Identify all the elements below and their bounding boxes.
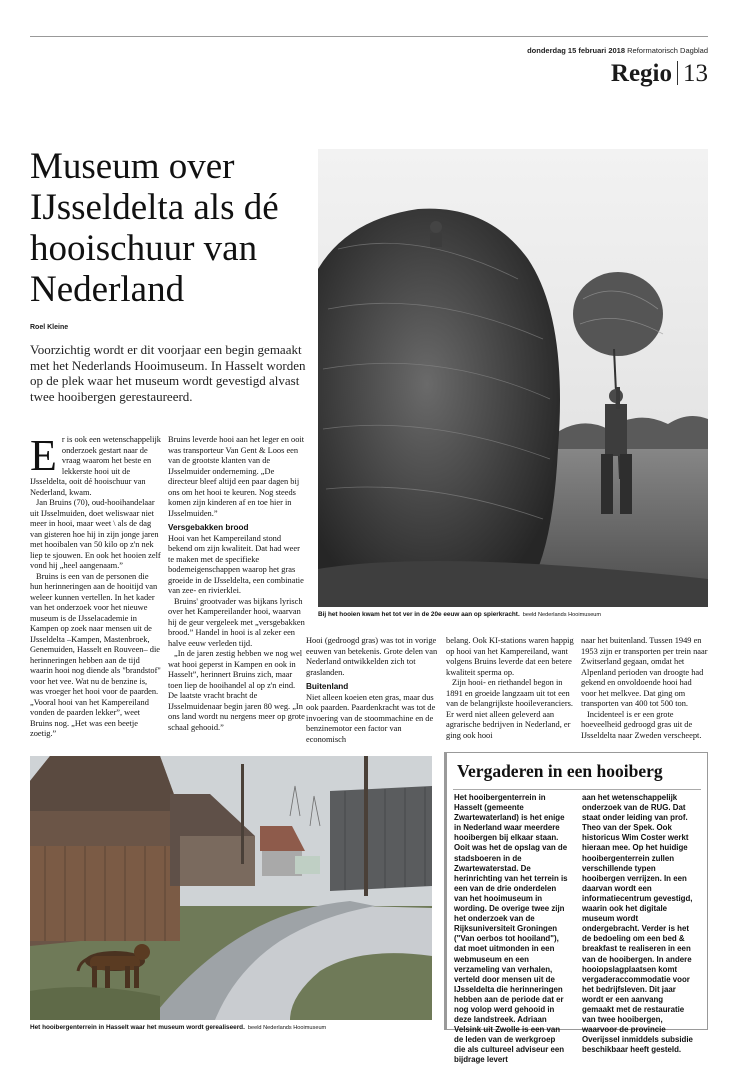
sidebar-paragraph: aan het wetenschappelijk onderzoek van de RUG. Dat staat onder leiding van prof. Theo van der Spek. Ook historicus Wim Coster werkt hieraan mee. Op het huidige hooibergenterrein zullen verschillende typen hooibergen verrijzen. In een daarvan wordt een informatiecentrum gevestigd, waarin ook het digitale museum wordt ondergebracht. Verder is het de bedoeling om een bed & breakfast te realiseren in een van de hooibergen. In andere hooiopslagplaatsen komt vergaderaccommodatie voor het bedrijfsleven. Dit jaar wordt er een aanvang gemaakt met de restauratie van twee hooibergen, waarvoor de provincie Overijssel inmiddels subsidie beschikbaar heeft gesteld.	[582, 793, 693, 1055]
farm-terrain-photo	[30, 756, 432, 1020]
subhead-buitenland: Buitenland	[306, 682, 349, 691]
top-photo-caption	[318, 611, 601, 618]
issue-date: donderdag 15 februari 2018	[527, 46, 626, 55]
body-column-2	[168, 435, 305, 745]
dateline	[527, 46, 708, 55]
body-paragraph: Incidenteel is er een grote hoeveelheid gedroogd gras uit de IJsseldelta naar Zweden verscheept.	[581, 709, 702, 740]
body-column-3	[306, 636, 440, 746]
haymaking-photo	[318, 149, 708, 607]
top-photo-credit: beeld Nederlands Hooimuseum	[522, 612, 602, 618]
body-paragraph: Niet alleen koeien eten gras, maar dus ook paarden. Paardenkracht was tot de invoering van de stoommachine en de benzinemotor een factor van economisch	[306, 692, 436, 744]
sidebar-paragraph: Het hooibergenterrein in Hasselt (gemeente Zwartewaterland) is het enige in Nederland waar meerdere hooibergen bij elkaar staan. Ooit was het de opslag van de stadsboeren in de Zwartewaterstad. De herinrichting van het terrein is een van de drie onderdelen van het hooimuseum in wording. De overige twee zijn het onderzoek van de Rijksuniversiteit Groningen ("Van oerbos tot hooiland"), dat moet uitmonden in een webmuseum en een verzameling van verhalen, verteld door mensen uit de IJsseldelta die herinneringen hebben aan de periode dat er nog volop werd gehooid in deze landstreek. Adriaan Velsink uit Zwolle is een van de leden van de werkgroep die als cultureel adviseur een bijdrage levert	[454, 793, 568, 1065]
body-paragraph: Hooi van het Kampereiland stond bekend om zijn kwaliteit. Dat had weer te maken met de specifieke bodemeigenschappen waarop het gras groeide in de IJsseldelta, een combinatie van zee- en rivierklei.	[168, 533, 304, 595]
dropcap: E	[30, 431, 57, 480]
sidebar-title: Vergaderen in een hooiberg	[457, 761, 663, 781]
sidebar-column-1	[454, 793, 568, 1065]
publication-name: Reformatorisch Dagblad	[627, 46, 708, 55]
article-intro: Voorzichtig wordt er dit voorjaar een begin gemaakt met het Nederlands Hooimuseum. In Hasselt worden op de plek waar het museum wordt gevestigd alvast twee hooibergen gerestaureerd.	[30, 342, 306, 404]
body-paragraph: naar het buitenland. Tussen 1949 en 1953 zijn er transporten per trein naar Zwitserland gegaan, omdat het Alpenland perioden van droogte had gekend en onvoldoende hooi had voor het melkvee. Dat ging om transporten van 400 tot 500 ton.	[581, 636, 708, 708]
section-header	[611, 60, 708, 88]
body-paragraph: Bruins leverde hooi aan het leger en ooit was transporteur Van Gent & Loos een van de grootste klanten van de IJsselmuider onderneming. „De directeur bleef altijd een paar dagen bij ons om het hooi te keuren. Nog steeds komen zijn kinderen af en toe hier in IJsselmuiden.”	[168, 435, 305, 518]
haymaking-photo-image	[318, 149, 708, 607]
section-divider	[677, 61, 678, 85]
body-paragraph: Bruins is een van de personen die hun herinneringen aan de hooitijd van weleer kunnen vertellen. In het kader van het onderzoek voor het nieuwe museum is de IJsselacademie in Kampen op zoek naar mensen uit de IJsseldelta –Kampen, Mastenbroek, Genemuiden, Hasselt en Rouveen– die herinneringen hebben aan de tijd waarin hooi nog diende als "brandstof" voor het vee. Wat nu de benzine is, was vroeger het hooi voor de paarden. „Vooral hooi van het Kampereiland vonden de paarden lekker”, weet Bruins nog. „Het was een beetje zoetig.”	[30, 571, 161, 738]
sidebar-box	[444, 752, 708, 1065]
top-rule	[30, 36, 708, 37]
body-paragraph: Bruins' grootvader was bijkans lyrisch over het Kampereilander hooi, waarvan hij de geur vergeleek met „versgebakken brood.” Handel in hooi is al zeker een halve eeuw verleden tijd.	[168, 596, 305, 648]
top-caption-text: Bij het hooien kwam het tot ver in de 20e eeuw aan op spierkracht.	[318, 611, 520, 618]
sidebar-column-2	[582, 793, 696, 1055]
section-name: Regio	[610, 60, 672, 87]
bottom-photo-credit: beeld Nederlands Hooimuseum	[247, 1025, 327, 1031]
farm-terrain-photo-image	[30, 756, 432, 1020]
body-column-5	[581, 636, 708, 746]
body-paragraph: r is ook een wetenschappelijk onderzoek gestart naar de vraag waarom het beste en lekkerste hooi uit de IJsseldelta, ooit dé hooischuur van Nederland, kwam.	[30, 435, 161, 497]
subhead-versgebakken: Versgebakken brood	[168, 523, 249, 532]
body-paragraph: Jan Bruins (70), oud-hooihandelaar uit IJsselmuiden, doet weliswaar niet meer in hooi, maar weet \ als de dag van gisteren hoe hij in zijn jonge jaren met hooibalen van 50 kilo op z'n nek liep te sjouwen. En ook het hooien zelf vond hij „heel aangenaam.”	[30, 498, 161, 570]
body-column-1	[30, 431, 161, 745]
article-headline: Museum over IJsseldelta als dé hooischuur van Nederland	[30, 146, 279, 310]
byline: Roel Kleine	[30, 324, 69, 331]
body-column-4	[446, 636, 574, 746]
sidebar-rule	[453, 789, 701, 790]
bottom-caption-text: Het hooibergenterrein in Hasselt waar het museum wordt gerealiseerd.	[30, 1024, 245, 1031]
body-paragraph: belang. Ook KI-stations waren happig op hooi van het Kampereiland, want volgens Bruins leverde dat een betere kwaliteit sperma op.	[446, 636, 574, 677]
body-paragraph: Zijn hooi- en riethandel begon in 1891 en groeide langzaam uit tot een van de belangrijkste hooileveranciers. Er werd niet alleen geleverd aan agrarische bedrijven in Nederland, er ging ook hooi	[446, 678, 573, 740]
bottom-photo-caption	[30, 1024, 326, 1031]
page-number: 13	[683, 60, 708, 87]
body-paragraph: „In de jaren zestig hebben we nog wel wat hooi geperst in Kampen en ook in Hasselt”, herinnert Bruins zich, maar toen liep de hooihandel al op z'n eind. De laatste vracht bracht de IJsselmuidenaar begin jaren 80 weg. „In ons land wordt nu nergens meer op grote schaal gehooid.”	[168, 649, 305, 732]
body-paragraph: Hooi (gedroogd gras) was tot in vorige eeuwen van betekenis. Grote delen van Nederland ontwikkelden zich tot graslanden.	[306, 636, 438, 677]
